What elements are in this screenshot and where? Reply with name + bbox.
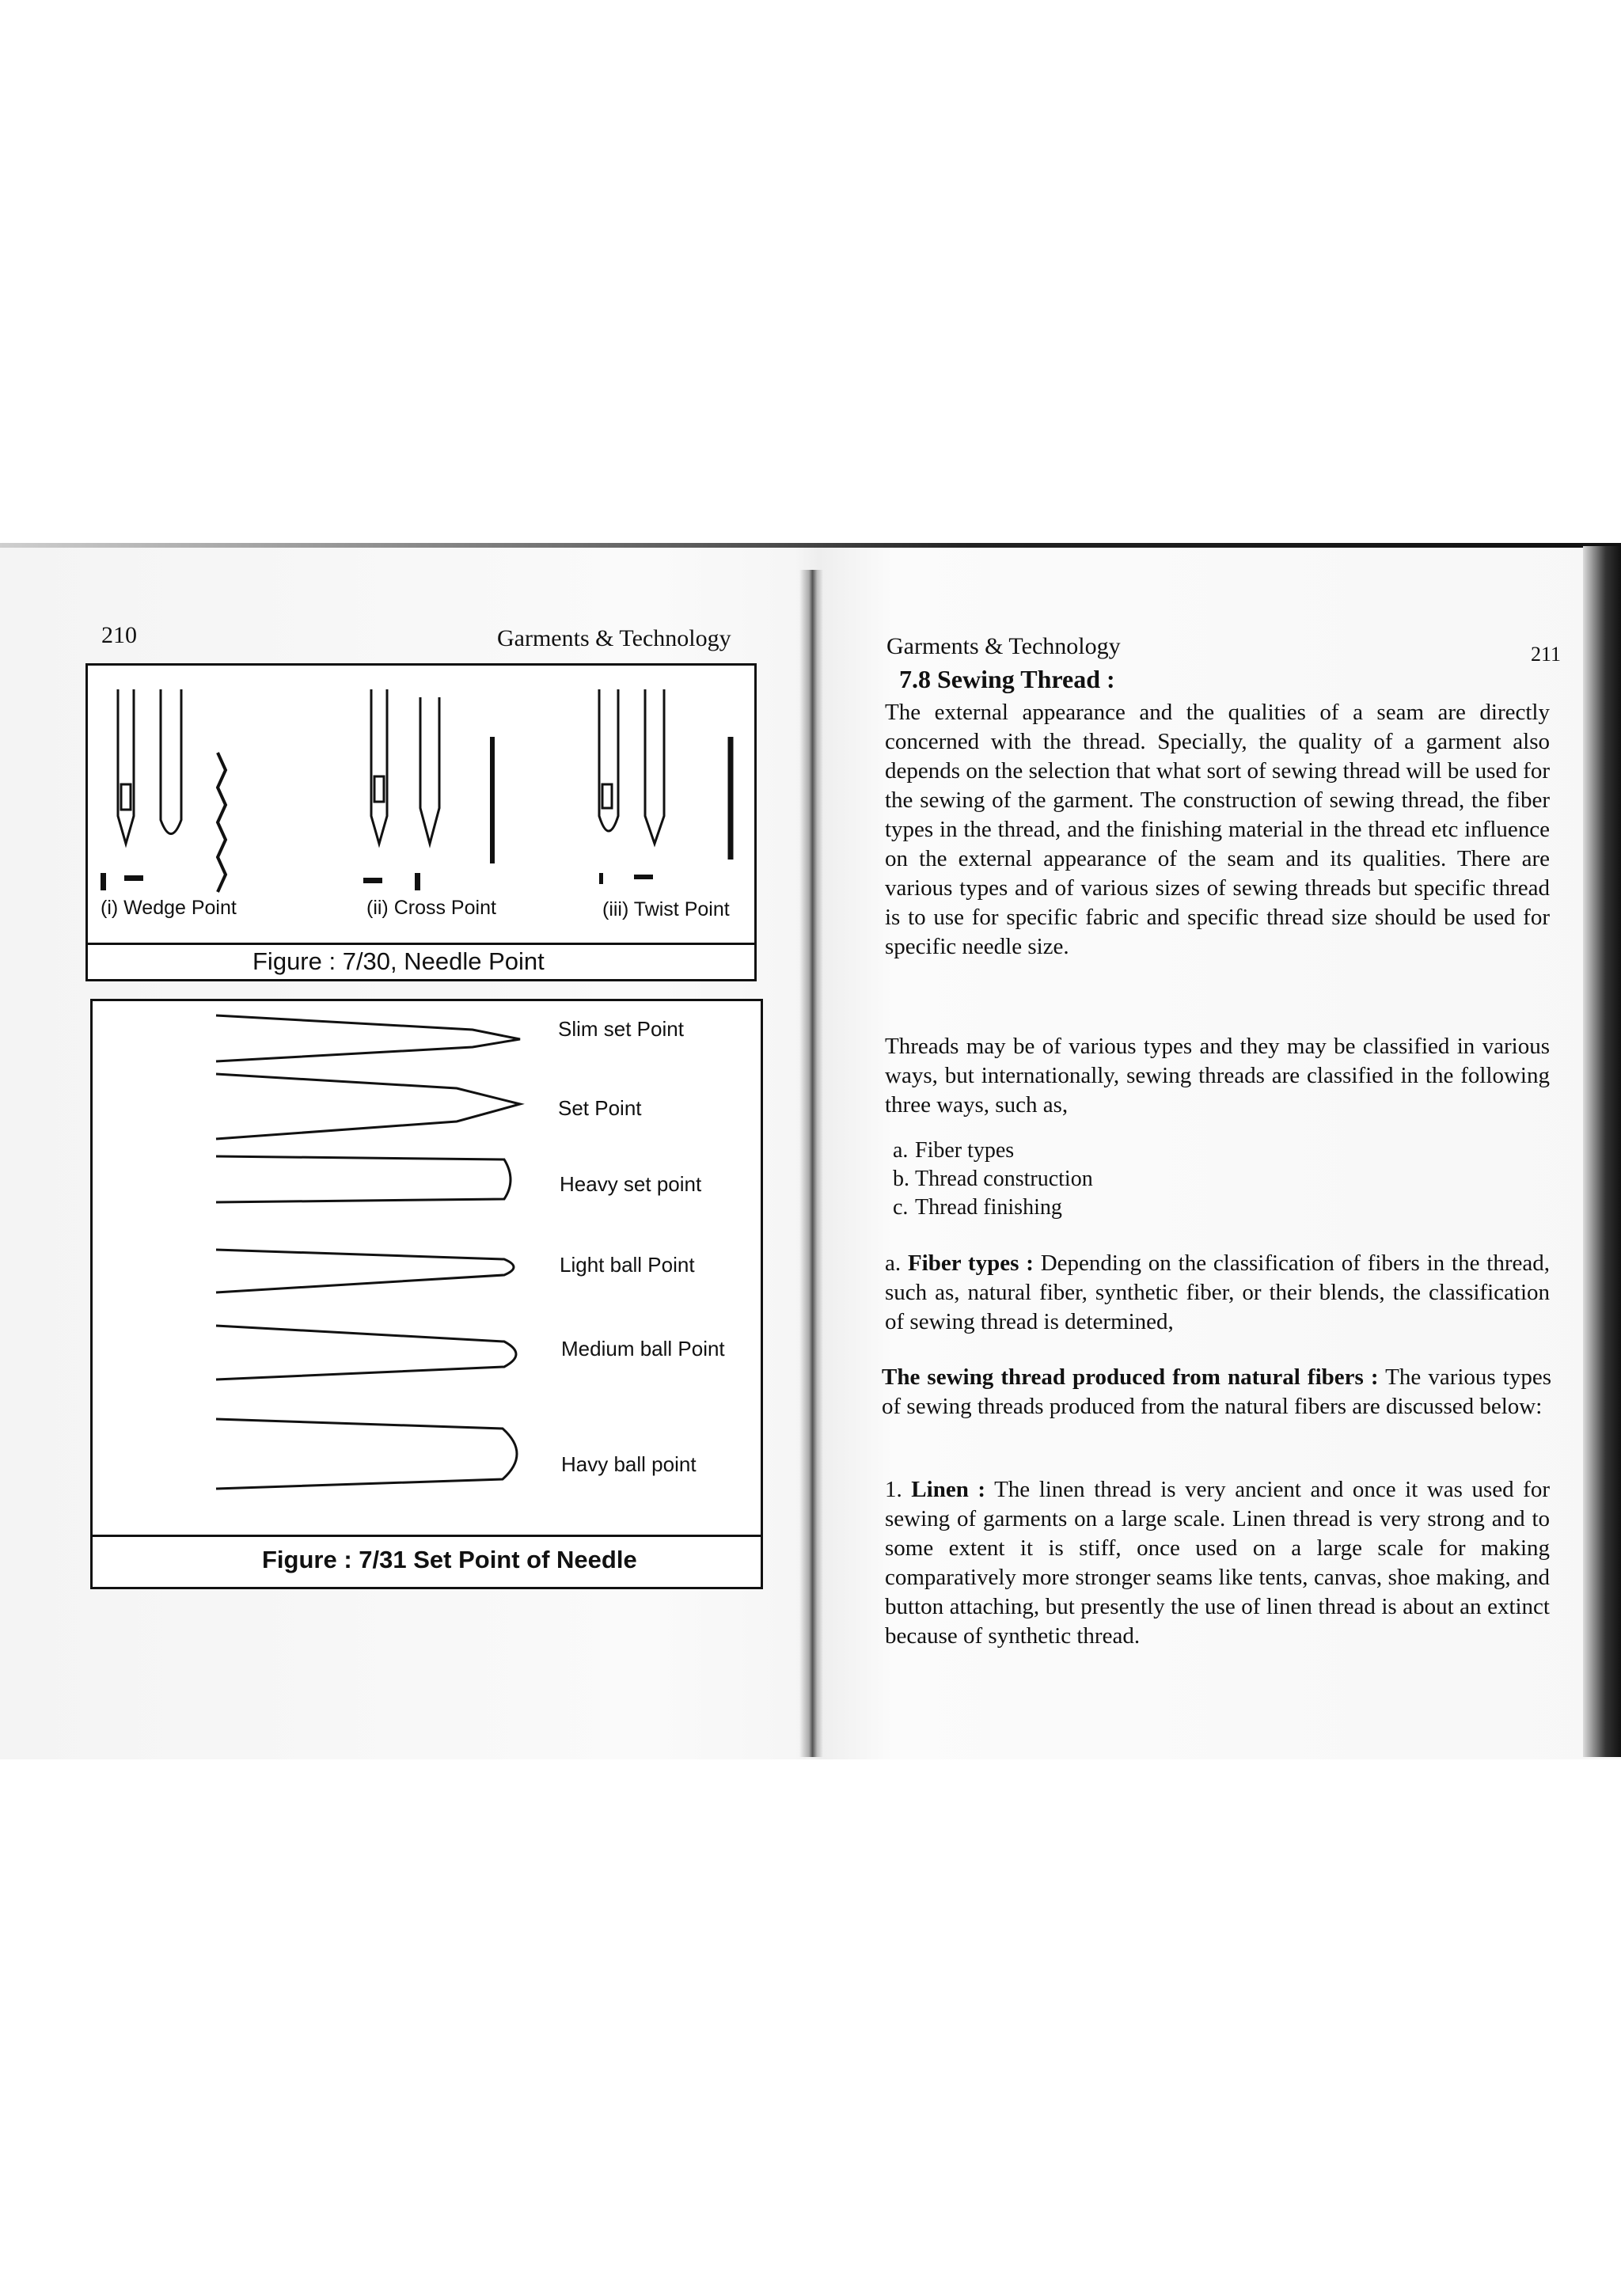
light-ball-point-label: Light ball Point bbox=[560, 1253, 695, 1277]
linen-paragraph bbox=[885, 1475, 1550, 1651]
wedge-point-label: (i) Wedge Point bbox=[101, 897, 237, 919]
natural-fibers-text: The various types of sewing threads produced from the natural fibers are discussed below: bbox=[882, 1364, 1551, 1419]
list-item: b. Thread construction bbox=[893, 1167, 1093, 1191]
linen-text: The linen thread is very ancient and once it was used for sewing of garments on a large scale. Linen thread is very strong and to some extent it is stiff, once used on a large scale for making comparatively more stronger seams like tents, canvas, shoe making, and button attaching, but presently the use of linen thread is about an extinct because of synthetic thread. bbox=[885, 1477, 1550, 1649]
medium-ball-point-label: Medium ball Point bbox=[561, 1337, 725, 1361]
page-edge-shadow bbox=[1583, 546, 1621, 1757]
left-running-head: Garments & Technology bbox=[497, 625, 731, 651]
figure-divider bbox=[93, 1535, 761, 1537]
twist-point-label: (iii) Twist Point bbox=[602, 898, 730, 920]
fiber-types-term: Fiber types : bbox=[907, 1250, 1034, 1276]
section-title: 7.8 Sewing Thread : bbox=[899, 665, 1115, 693]
figure-needle-point bbox=[85, 663, 757, 981]
heavy-set-point-label: Heavy set point bbox=[560, 1172, 702, 1196]
right-page-number: 211 bbox=[1531, 643, 1562, 666]
left-page-number: 210 bbox=[101, 622, 137, 648]
set-point-label: Set Point bbox=[558, 1096, 642, 1120]
linen-marker: 1. bbox=[885, 1477, 902, 1502]
havy-ball-point-label: Havy ball point bbox=[561, 1452, 697, 1476]
figure-31-caption: Figure : 7/31 Set Point of Needle bbox=[262, 1546, 637, 1573]
intro-paragraph: The external appearance and the qualities of a seam are directly concerned with the thread. Specially, the quality of a garment also depends on the selection that what sort of sewing thread will be used for the sewing of the garment. The construction of sewing thread, the fiber types in the thread, and the finishing material in the thread etc influence on the external appearance of the seam and its qualities. There are various types and of various sizes of sewing threads but specific thread is to use for specific fabric and specific thread size should be used for specific needle size. bbox=[885, 700, 1550, 959]
figure-divider bbox=[88, 943, 754, 945]
natural-fibers-heading: The sewing thread produced from natural fibers : bbox=[882, 1364, 1379, 1390]
list-item: a. Fiber types bbox=[893, 1138, 1015, 1163]
book-top-edge bbox=[0, 543, 1621, 548]
classification-paragraph: Threads may be of various types and they may be classified in various ways, but internationally, sewing threads are classified in the following three ways, such as, bbox=[885, 1034, 1550, 1118]
natural-fibers-paragraph bbox=[882, 1363, 1551, 1421]
list-item: c. Thread finishing bbox=[893, 1195, 1062, 1220]
slim-set-point-label: Slim set Point bbox=[558, 1017, 684, 1041]
linen-term: Linen : bbox=[911, 1477, 986, 1502]
fiber-types-paragraph bbox=[885, 1249, 1550, 1337]
figure-set-point bbox=[90, 999, 763, 1589]
cross-point-label: (ii) Cross Point bbox=[366, 897, 496, 919]
figure-30-caption: Figure : 7/30, Needle Point bbox=[252, 947, 545, 975]
right-running-head: Garments & Technology bbox=[886, 633, 1121, 659]
fiber-types-text: Depending on the classification of fibers in the thread, such as, natural fiber, synthetic fiber, or their blends, the classification of sewing thread is determined, bbox=[885, 1250, 1550, 1334]
fiber-types-marker: a. bbox=[885, 1250, 902, 1276]
book-spine-shadow bbox=[799, 570, 823, 1757]
needle-point-drawings bbox=[88, 666, 754, 927]
